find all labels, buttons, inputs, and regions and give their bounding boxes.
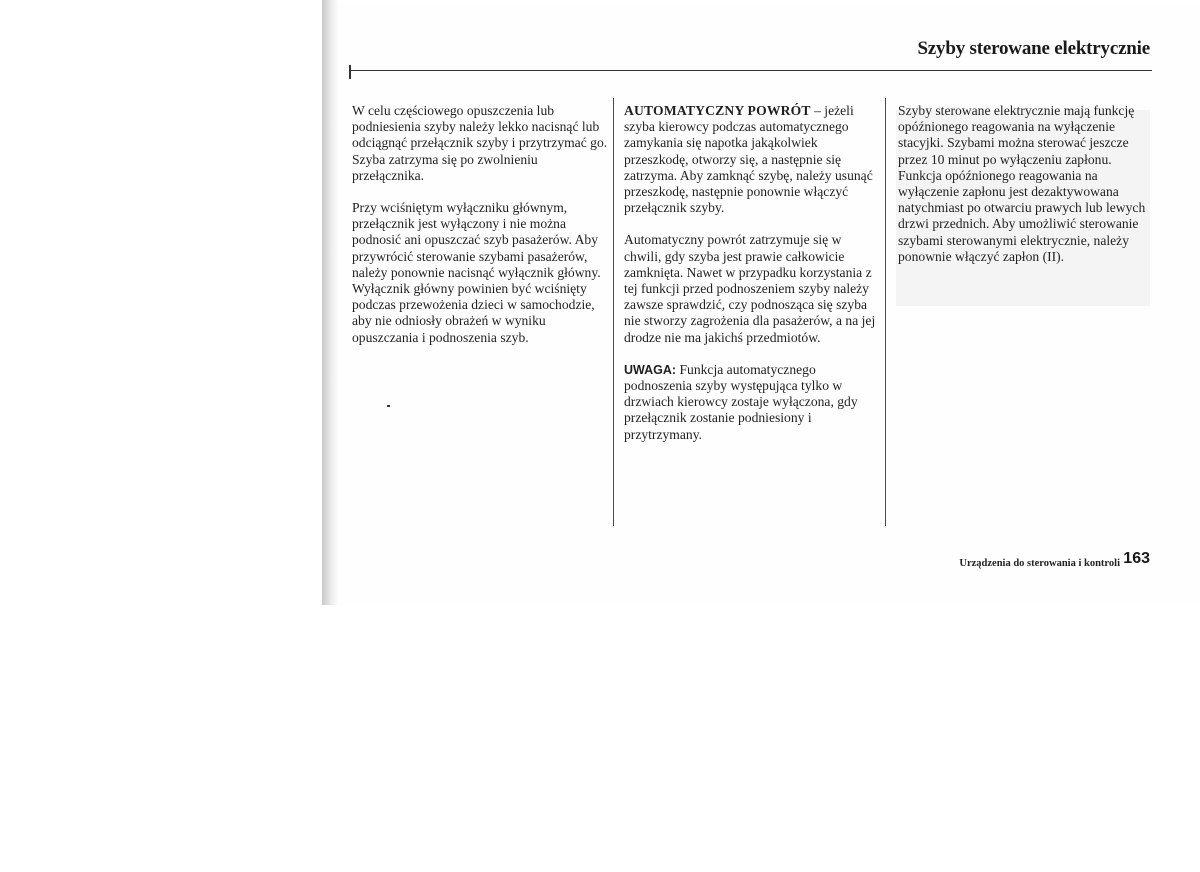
header-rule <box>350 70 1152 71</box>
paragraph-auto-reverse <box>624 103 876 216</box>
paragraph-delayed-power: Szyby sterowane elektrycznie mają funkcję opóźnionego reagowania na wyłączenie stacyjki. Szybami można sterować jeszcze przez 10 minut po wyłączeniu zapłonu. Funkcja opóźnionego reagowania na wyłączenie zapłonu jest dezaktywowana natychmiast po otwarciu prawych lub lewych drzwi przednich. Aby umożliwić sterowanie szybami sterowanymi elektrycznie, należy ponownie włączyć zapłon (II). <box>898 103 1146 264</box>
print-speck <box>387 405 390 407</box>
note-label: UWAGA: <box>624 362 677 377</box>
paragraph-auto-reverse-limit: Automatyczny powrót zatrzymuje się w chwili, gdy szyba jest prawie całkowicie zamknięta. Nawet w przypadku korzystania z tej funkcji przed podnoszeniem szyby należy zawsze sprawdzić, czy podnosząca się szyba nie stworzy zagrożenia dla pasażerów, a na jej drodze nie ma jakichś przedmiotów. <box>624 232 876 345</box>
paragraph-note <box>624 362 876 443</box>
column-middle <box>624 103 876 459</box>
column-divider-1 <box>613 98 614 526</box>
footer-section-title: Urządzenia do sterowania i kontroli <box>959 558 1120 569</box>
column-right <box>898 103 1152 281</box>
page-gutter-shadow <box>322 0 338 605</box>
page-number: 163 <box>1123 550 1150 567</box>
auto-reverse-text: – jeżeli szyba kierowcy podczas automatycznego zamykania się napotka jakąkolwiek przeszkodę, otworzy się, a następnie się zatrzyma. Aby zamknąć szybę, należy usunąć przeszkodę, następnie ponownie włączyć przełącznik szyby. <box>624 103 873 216</box>
page-title: Szyby sterowane elektrycznie <box>917 38 1150 59</box>
auto-reverse-heading: AUTOMATYCZNY POWRÓT <box>624 103 811 118</box>
note-text: Funkcja automatycznego podnoszenia szyby występująca tylko w drzwiach kierowcy zostaje wyłączona, gdy przełącznik zostanie podniesiony i przytrzymany. <box>624 361 858 442</box>
paragraph-partial-opening: W celu częściowego opuszczenia lub podniesienia szyby należy lekko nacisnąć lub odciągnąć przełącznik szyby i przytrzymać go. Szyba zatrzyma się po zwolnieniu przełącznika. <box>352 103 608 183</box>
column-divider-2 <box>885 98 886 526</box>
paragraph-main-switch: Przy wciśniętym wyłączniku głównym, przełącznik jest wyłączony i nie można podnosić ani opuszczać szyb pasażerów. Aby przywrócić sterowanie szybami pasażerów, należy ponownie nacisnąć wyłącznik główny. Wyłącznik główny powinien być wciśnięty podczas przewożenia dzieci w samochodzie, aby nie odniosły obrażeń w wyniku opuszczania i podnoszenia szyb. <box>352 200 601 345</box>
column-left <box>352 103 610 362</box>
header-rule-tick <box>349 65 351 79</box>
